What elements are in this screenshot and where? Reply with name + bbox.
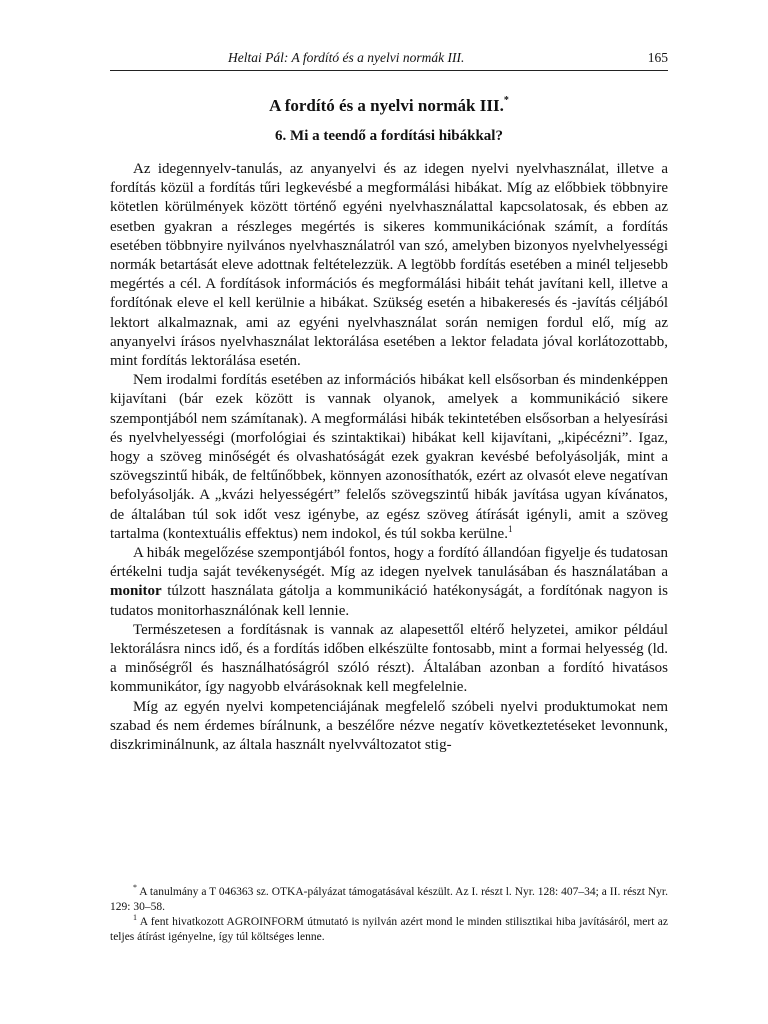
page-number: 165: [647, 50, 668, 65]
title-footnote-marker: *: [503, 95, 509, 106]
paragraph-3-text-after: túlzott használata gátolja a kommunikáció hatékonyságát, a fordítónak nagyon is tudatos monitorhasználónak kell lennie.: [110, 583, 668, 619]
paragraph-2-text: Nem irodalmi fordítás esetében az információs hibákat kell elsősorban és mindenképpen kijavítani (bár ezek között is vannak olyanok, amelyek a kommunikáció sikere szempontjából nem számítanak). A megformálási hibák tekintetében elsősorban a helyesírási és nyelvhelyességi (morfológiai és szintaktikai) hibákat kell kijavítani, „kipécézni”. Igaz, hogy a szöveg minőségét és olvashatóságát ezek gyakran kevésbé befolyásolják, mint a szövegszintű hibák, de feltűnőbbek, könnyen azonosíthatók, ezért az olvasót eleve negatívan befolyásolják. A „kvázi helyességért” felelős szövegszintű hibák javítása ugyan kívánatos, de általában túl sok időt vesz igénybe, az egész szöveg átírását igényli, amit a szöveg tartalma (kontextuális effektus) nem indokol, és túl sokba kerülne.: [110, 372, 668, 542]
running-title: Heltai Pál: A fordító és a nyelvi normák III.: [228, 50, 465, 65]
article-title: [110, 91, 668, 116]
footnote-ref-1: 1: [507, 523, 513, 534]
footnote-1-marker: 1: [133, 913, 137, 922]
page: [110, 50, 668, 755]
paragraph-4: Természetesen a fordításnak is vannak az alapesettől eltérő helyzetei, amikor például lektorálásra nincs idő, és a fordítás időben elkészülte fontosabb, mint a formai helyesség (ld. a minőségről és használhatóságról szóló részt). Általában azonban a fordító hivatásos kommunikátor, így nagyobb elvárásoknak kell megfelelnie.: [110, 621, 668, 696]
paragraph-5: Míg az egyén nyelvi kompetenciájának megfelelő szóbeli nyelvi produktumokat nem szabad és nem érdemes bírálnunk, a beszélőre nézve negatív következtetéseket levonnunk, diszkriminálnunk, az általa használt nyelvváltozatot stig-: [110, 698, 668, 754]
footnote-1-text: A fent hivatkozott AGROINFORM útmutató is nyilván azért mond le minden stilisztikai hiba javításáról, mert az teljes átírást igényelne, így túl költséges lenne.: [110, 916, 668, 943]
footnote-star: [110, 885, 668, 915]
footnote-star-marker: *: [133, 883, 137, 892]
paragraph-1: Az idegennyelv-tanulás, az anyanyelvi és az idegen nyelvi nyelvhasználat, illetve a fordítás közül a fordítás tűri legkevésbé a megformálási hibákat. Míg az előbbiek többnyire kötetlen körülmények között történő egyéni nyelvhasználattal kapcsolatosak, és ebben az esetben gyakran a részleges megértés is sikeres kommunikációnak számít, a fordítás esetében többnyire nyilvános nyelvhasználatról van szó, amelyben bizonyos nyelvhelyességi normák betartását eleve adottnak feltételezzük. A legtöbb fordítás esetében a minél teljesebb megértés a cél. A fordítások információs és megformálási hibáit tehát javítani kell, illetve a fordítónak eleve el kell kerülnie a hibákat. Szükség esetén a hibakeresés és -javítás céljából lektort alkalmaznak, ami az egyéni nyelvhasználat során nemigen fordul elő, míg az anyanyelvi írásos nyelvhasználat lektorálása esetében a lektor feladata jóval korlátozottabb, mint fordítás lektorálása esetén.: [110, 161, 668, 370]
section-heading: 6. Mi a teendő a fordítási hibákkal?: [275, 128, 503, 144]
paragraph-3: [110, 544, 668, 621]
paragraph-3-text-before: A hibák megelőzése szempontjából fontos, hogy a fordító állandóan figyelje és tudatosan értékelni tudja saját tevékenységét. Míg az idegen nyelvek tanulásában és használatában a: [110, 545, 668, 581]
body-text: [110, 160, 668, 755]
footnote-star-text: A tanulmány a T 046363 sz. OTKA-pályázat támogatásával készült. Az I. részt l. Nyr. 128: 407–34; a II. részt Nyr. 129: 30–58.: [110, 886, 668, 913]
article-title-text: A fordító és a nyelvi normák III.: [269, 96, 504, 115]
footnotes: [110, 885, 668, 945]
paragraph-3-bold-term: monitor: [110, 583, 162, 600]
running-header: [110, 50, 668, 71]
paragraph-2: [110, 371, 668, 544]
footnote-1: [110, 915, 668, 945]
